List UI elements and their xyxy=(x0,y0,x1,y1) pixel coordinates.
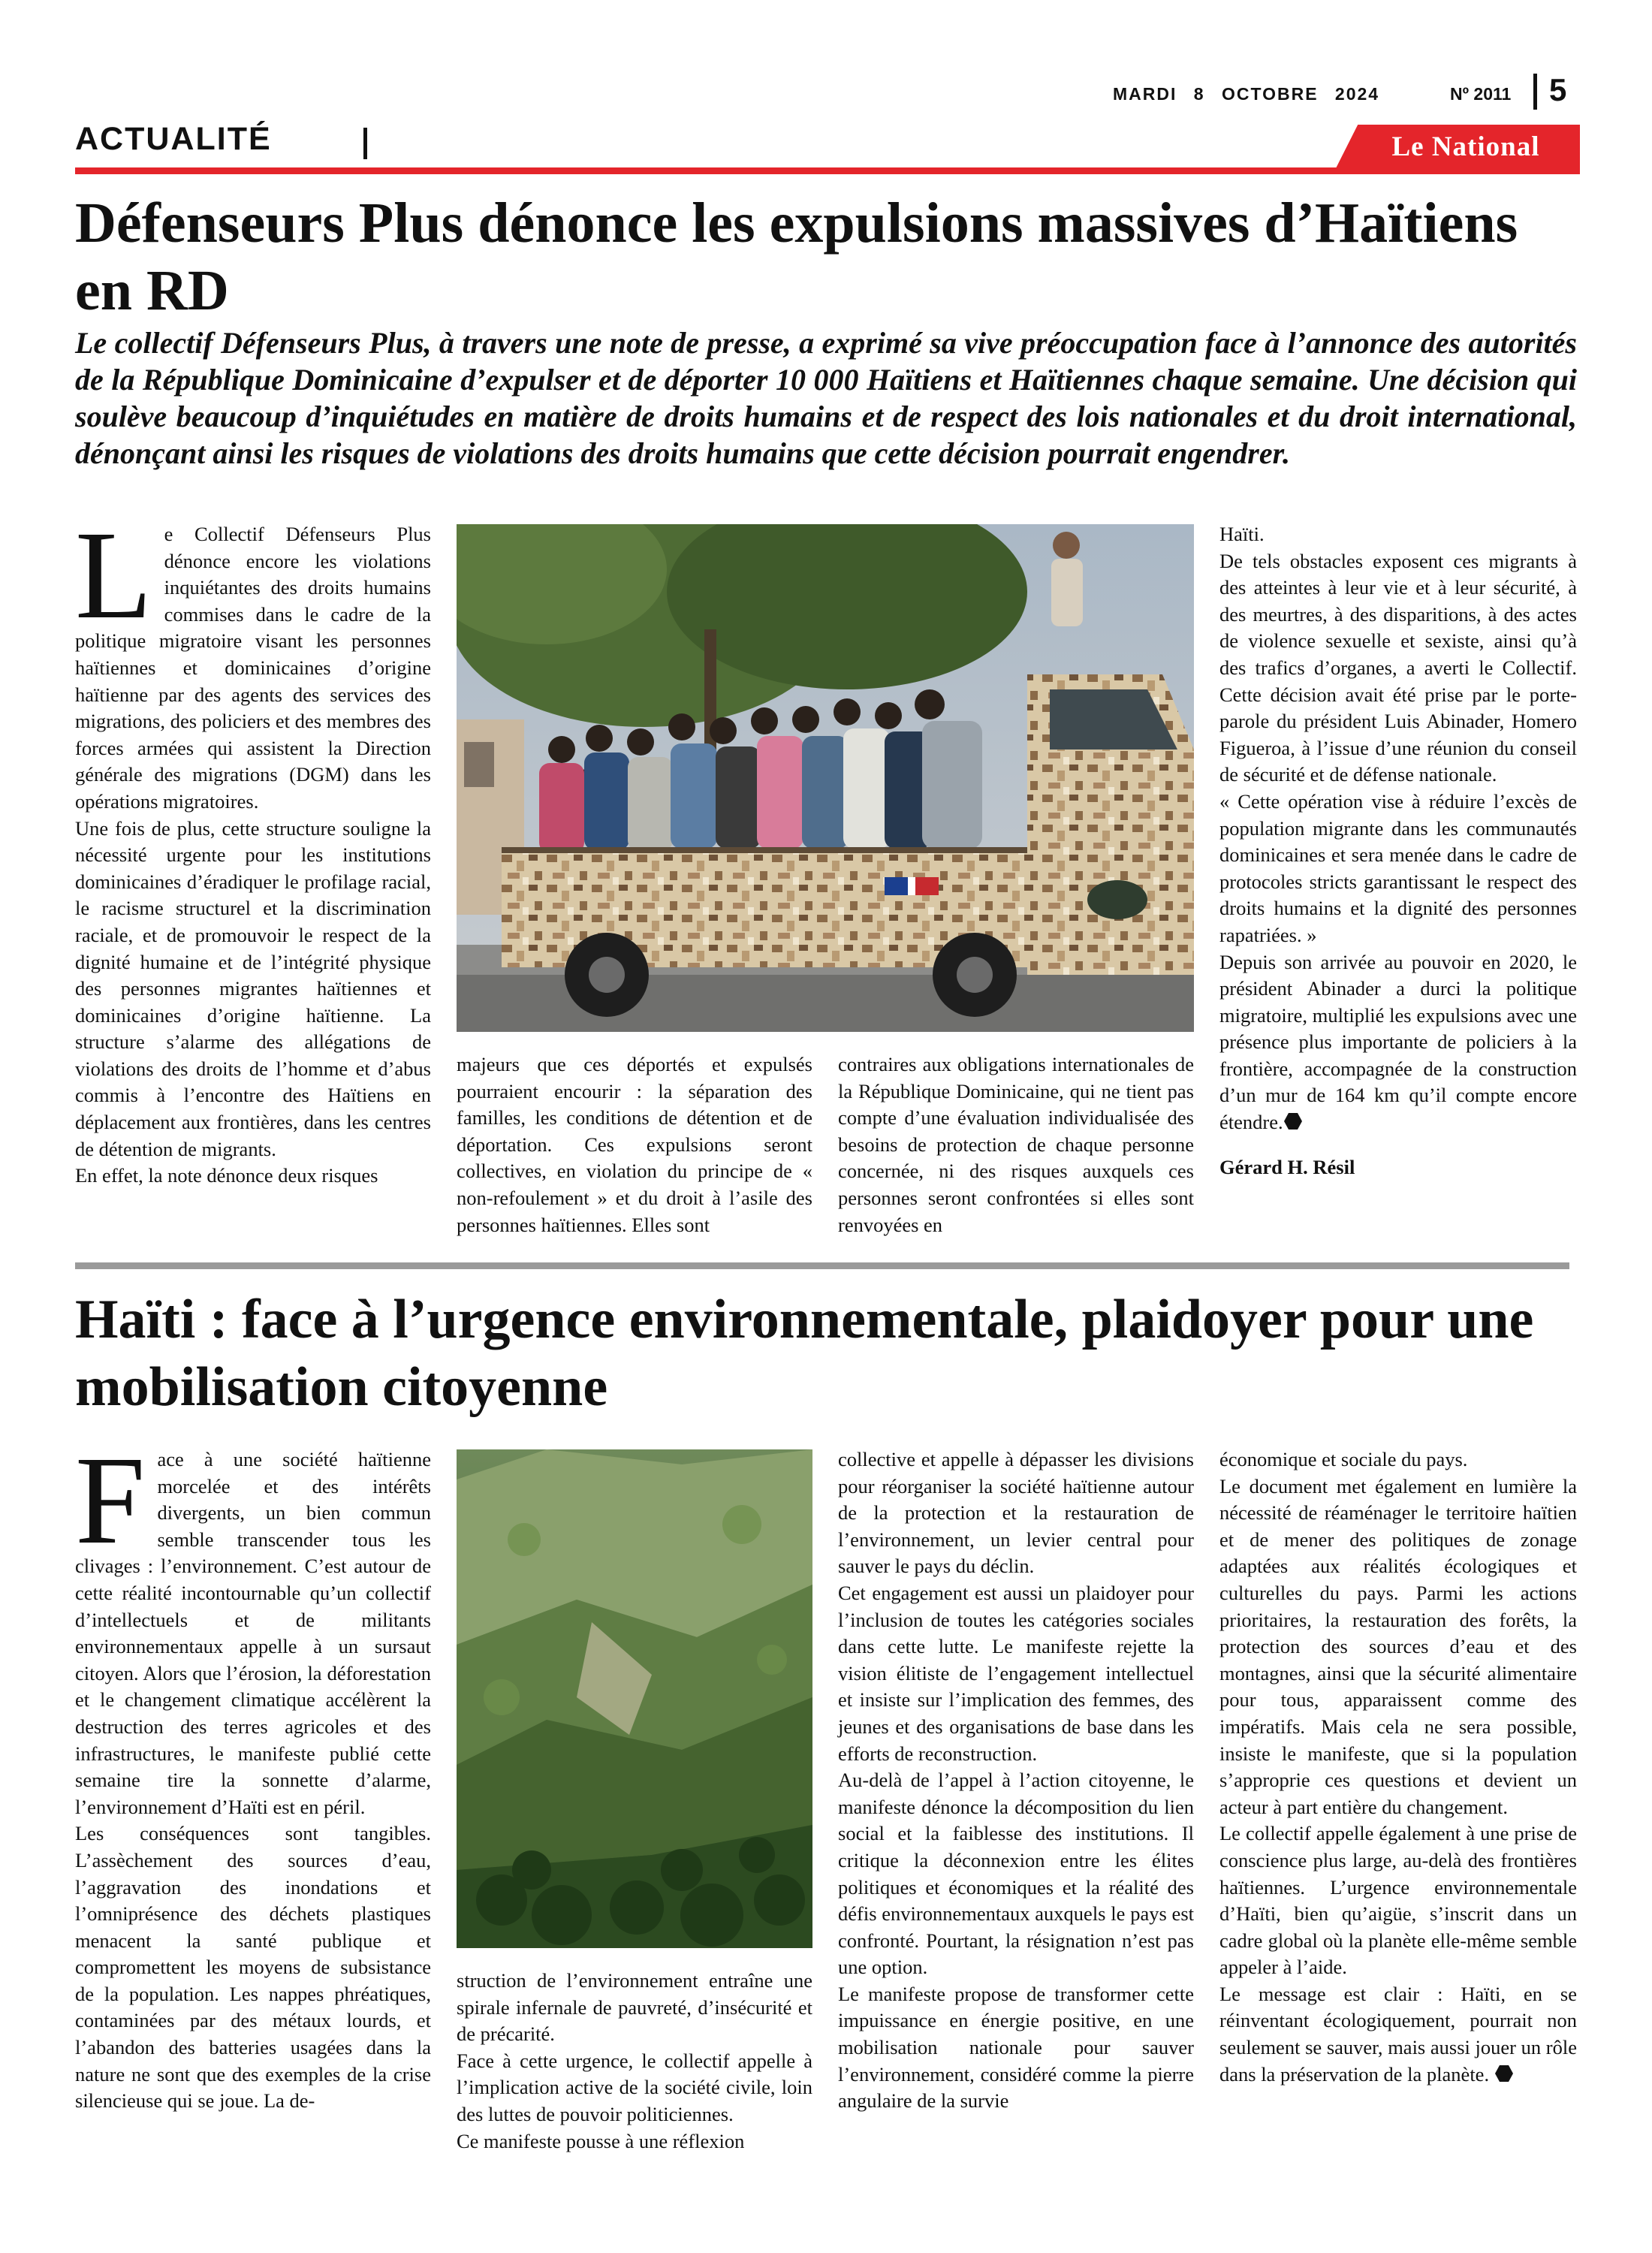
article2-column-1 xyxy=(75,1431,431,2115)
paragraph: collective et appelle à dépasser les divisions pour réorganiser la société haïtienne autour de la protection et la restauration de l’environnement, un levier central pour sauver le pays du déclin. xyxy=(838,1448,1194,1578)
paragraph: Le document met également en lumière la nécessité de réaménager le territoire haïtien et de mener des politiques de zonage adaptées aux réalités écologiques et culturelles du pays. Parmi les actions prioritaires, la restauration des forêts, la protection des sources d’eau et des montagnes, ainsi que la sécurité alimentaire pour tous, apparaissent comme des impératifs. Mais cela ne sera possible, insiste le manifeste, que si la population s’approprie ces questions et devient un acteur à part entière du changement. xyxy=(1219,1474,1577,1818)
paragraph: majeurs que ces déportés et expulsés pourraient encourir : la séparation des familles, les conditions de détention et de déportation. Ces expulsions seront collectives, en violation du principe de « non-refoulement » et du droit à l’asile des personnes haïtiennes. Elles sont xyxy=(457,1053,812,1236)
paragraph: « Cette opération vise à réduire l’excès de population migrante dans les communautés dominicaines et sera menée dans le cadre de protocoles stricts garantissant le respect des droits humains et la dignité des personnes rapatriées. » xyxy=(1219,789,1577,946)
paragraph: Le collectif appelle également à une prise de conscience plus large, au-delà des frontières haïtiennes. L’urgence environnementale d’Haïti, bien qu’aigüe, s’inscrit dans un cadre global où la planète elle-même semble appeler à l’aide. xyxy=(1219,1822,1577,1979)
article1-headline: Défenseurs Plus dénonce les expulsions massives d’Haïtiens en RD xyxy=(75,192,1518,322)
header-divider xyxy=(1533,74,1537,110)
article2-column-3 xyxy=(838,1446,1194,2115)
article1-dropcap: L xyxy=(75,505,152,645)
paragraph: Ce manifeste pousse à une réflexion xyxy=(457,2129,745,2152)
paragraph: e Collectif Défenseurs Plus dénonce encore les violations inquiétantes des droits humains commises dans le cadre de la politique migratoire visant les personnes haïtiennes et dominicaines d’origine haïtienne par des agents des services des migrations, des policiers et des membres des forces armées qui assistent la Direction générale des migrations (DGM) dans les opérations migratoires. xyxy=(75,523,431,813)
article1-deck: Le collectif Défenseurs Plus, à travers une note de presse, a exprimé sa vive préoccupation face à l’annonce des autorités de la République Dominicaine d’expulser et de déporter 10 000 Haïtiens et Haïtiennes chaque semaine. Une décision qui soulève beaucoup d’inquiétudes en matière de droits humains et de respect des lois nationales et du droit international, dénonçant ainsi les risques de violations des droits humains que cette décision pourrait engendrer. xyxy=(75,326,1577,470)
paragraph: Le manifeste propose de transformer cette impuissance en énergie positive, en une mobilisation nationale pour sauver l’environnement, considéré comme la pierre angulaire de la survie xyxy=(838,1982,1194,2113)
paragraph-text: Depuis son arrivée au pouvoir en 2020, le président Abinader a durci la politique migratoire, multiplié les expulsions avec une présence plus importante de policiers à la frontière, accompagnée de la construction d’un mur de 164 km qu’il compte encore étendre. xyxy=(1219,950,1577,1134)
article1-column-3 xyxy=(838,1051,1194,1238)
paragraph xyxy=(1219,949,1577,1136)
issue-date: MARDI 8 OCTOBRE 2024 xyxy=(1113,84,1380,104)
paragraph: économique et sociale du pays. xyxy=(1219,1448,1468,1470)
mountain-landscape-photo xyxy=(457,1449,812,1948)
paragraph: Haïti. xyxy=(1219,523,1265,545)
paragraph: En effet, la note dénonce deux risques xyxy=(75,1164,378,1187)
article1-column-4 xyxy=(1219,521,1577,1181)
article2-column-4 xyxy=(1219,1446,1577,2088)
page-number: 5 xyxy=(1549,72,1567,107)
paragraph: Face à cette urgence, le collectif appelle à l’implication active de la société civile, loin des luttes de pouvoir politiciennes. xyxy=(457,2049,812,2125)
article2-column-2 xyxy=(457,1968,812,2155)
issue-number: Nº 2011 xyxy=(1450,84,1512,104)
section-label: ACTUALITÉ xyxy=(75,121,272,157)
paragraph: ace à une société haïtienne morcelée et des intérêts divergents, un bien commun semble transcender tous les clivages : l’environnement. C’est autour de cette réalité incontournable qu’un collectif d’intellectuels et de militants environnementaux appelle à un sursaut citoyen. Alors que l’érosion, la déforestation et le changement climatique accélèrent la destruction des terres agricoles et des infrastructures, le manifeste publié cette semaine tire la sonnette d’alarme, l’environnement d’Haïti est en péril. xyxy=(75,1448,431,1818)
article1-column-1 xyxy=(75,505,431,1190)
end-mark-icon xyxy=(1283,1112,1303,1130)
brand-logo: Le National xyxy=(1391,131,1540,162)
paragraph: De tels obstacles exposent ces migrants à des atteintes à leur vie et à leur sécurité, à des meurtres, à des disparitions, à des actes de violence sexuelle et sexiste, ainsi qu’à des trafics d’organes, a averti le Collectif. Cette décision avait été prise par le porte-parole du président Luis Abinader, Homero Figueroa, à l’issue d’une réunion du conseil de sécurité et de défense nationale. xyxy=(1219,549,1577,786)
header-rule xyxy=(75,167,1580,174)
paragraph: Les conséquences sont tangibles. L’assèchement des sources d’eau, l’aggravation des inondations et l’omniprésence des déchets plastiques menacent la santé publique et compromettent les moyens de subsistance de la population. Les nappes phréatiques, contaminées par des métaux lourds, et l’abandon des batteries usagées dans la nature ne sont que des exemples de la crise silencieuse qui se joue. La de- xyxy=(75,1822,431,2113)
article2-headline: Haïti : face à l’urgence environnementale, plaidoyer pour une mobilisation citoyenne xyxy=(75,1289,1534,1418)
paragraph: struction de l’environnement entraîne une spirale infernale de pauvreté, d’insécurité et de précarité. xyxy=(457,1969,812,2046)
article1-column-2 xyxy=(457,1051,812,1238)
article1-author: Gérard H. Résil xyxy=(1219,1155,1355,1178)
paragraph: Cet engagement est aussi un plaidoyer pour l’inclusion de toutes les catégories sociales dans cette lutte. Le manifeste rejette la vision élitiste de l’engagement intellectuel et insiste sur l’implication des femmes, des jeunes et des organisations de base dans les efforts de reconstruction. xyxy=(838,1581,1194,1765)
article-divider xyxy=(75,1262,1569,1269)
end-mark-icon xyxy=(1494,2064,1514,2083)
paragraph-text: Le message est clair : Haïti, en se réinventant écologiquement, pourrait non seulement se sauver, mais aussi jouer un rôle dans la préservation de la planète. xyxy=(1219,1982,1577,2086)
paragraph: Au-delà de l’appel à l’action citoyenne, le manifeste dénonce la décomposition du lien social et la faiblesse des institutions. Il critique la déconnexion entre les élites politiques et économiques et la réalité des défis environnementaux auxquels le pays est confronté. Pourtant, la résignation n’est pas une option. xyxy=(838,1769,1194,1979)
paragraph: contraires aux obligations internationales de la République Dominicaine, qui ne tient pas compte d’une évaluation individualisée des besoins de protection de chaque personne concernée, ni des risques auxquels ces personnes seront confrontées si elles sont renvoyées en xyxy=(838,1053,1194,1236)
truck-deportation-photo xyxy=(457,524,1194,1032)
section-divider xyxy=(363,128,367,159)
article2-dropcap: F xyxy=(75,1431,146,1570)
paragraph: Une fois de plus, cette structure souligne la nécessité urgente pour les institutions dominicaines d’éradiquer le profilage racial, le racisme structurel et la discrimination raciale, et de promouvoir le respect de la dignité humaine et de l’intégrité physique des personnes migrantes haïtiennes et dominicaines d’origine haïtienne. La structure s’alarme des allégations de violations des droits de l’homme et d’abus commis à l’encontre des Haïtiens en déplacement aux frontières, dans les centres de détention de migrants. xyxy=(75,816,431,1160)
paragraph xyxy=(1219,1981,1577,2088)
